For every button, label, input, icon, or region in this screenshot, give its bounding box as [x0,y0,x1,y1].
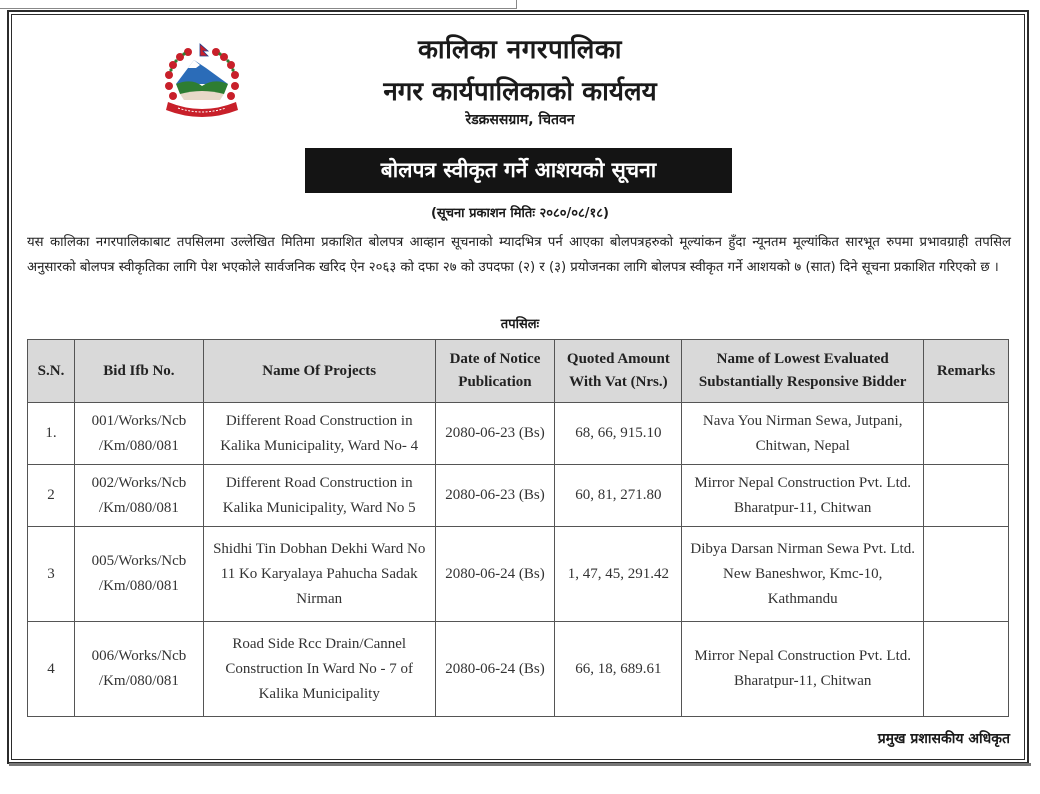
nepal-emblem-icon [158,40,246,124]
notice-title-banner: बोलपत्र स्वीकृत गर्ने आशयको सूचना [305,148,732,193]
cell-bid-no: 005/Works/Ncb /Km/080/081 [74,527,203,622]
col-header-sn: S.N. [28,340,75,403]
cell-remarks [924,622,1009,717]
cell-bid-no: 002/Works/Ncb /Km/080/081 [74,465,203,527]
table-header-row [28,340,1009,403]
cell-project: Road Side Rcc Drain/Cannel Construction In Ward No - 7 of Kalika Municipality [203,622,435,717]
bid-table [27,339,1009,717]
notice-body: यस कालिका नगरपालिकाबाट तपसिलमा उल्लेखित मितिमा प्रकाशित बोलपत्र आव्हान सूचनाको म्यादभित्र पर्न आएका बोलपत्रहरुको मूल्यांकन हुँदा न्यूनतम मूल्यांकित सारभूत रुपमा प्रभावग्राही तपसिल अनुसारको बोलपत्र स्वीकृतिका लागि पेश भएकोले सार्वजनिक खरिद ऐन २०६३ को दफा २७ को उपदफा (२) र (३) प्रयोजनका लागि बोलपत्र स्वीकृत गर्ने आशयको ७ (सात) दिने सूचना प्रकाशित गरिएको छ । [27,235,1011,275]
cell-date: 2080-06-23 (Bs) [435,403,555,465]
signatory-title: प्रमुख प्रशासकीय अधिकृत [877,731,1010,747]
cell-amount: 66, 18, 689.61 [555,622,682,717]
cell-amount: 60, 81, 271.80 [555,465,682,527]
cell-project: Shidhi Tin Dobhan Dekhi Ward No 11 Ko Karyalaya Pahucha Sadak Nirman [203,527,435,622]
table-row [28,403,1009,465]
cell-amount: 1, 47, 45, 291.42 [555,527,682,622]
cell-bid-no: 001/Works/Ncb /Km/080/081 [74,403,203,465]
col-header-bid-no: Bid Ifb No. [74,340,203,403]
cell-date: 2080-06-24 (Bs) [435,622,555,717]
col-header-bidder: Name of Lowest Evaluated Substantially Responsive Bidder [682,340,924,403]
col-header-date: Date of Notice Publication [435,340,555,403]
cell-bidder: Nava You Nirman Sewa, Jutpani, Chitwan, Nepal [682,403,924,465]
table-row [28,622,1009,717]
cell-project: Different Road Construction in Kalika Municipality, Ward No- 4 [203,403,435,465]
cell-remarks [924,527,1009,622]
publication-date: (सूचना प्रकाशन मितिः २०८०/०८/१८) [430,206,609,221]
col-header-amount: Quoted Amount With Vat (Nrs.) [555,340,682,403]
emblem-flag [200,44,208,56]
table-row [28,527,1009,622]
col-header-project: Name Of Projects [203,340,435,403]
cell-bidder: Mirror Nepal Construction Pvt. Ltd. Bharatpur-11, Chitwan [682,465,924,527]
emblem-mountain [176,60,228,84]
table-row [28,465,1009,527]
municipality-name: कालिका नगरपालिका [417,35,623,65]
top-clipped-strip [0,0,517,9]
cell-bidder: Dibya Darsan Nirman Sewa Pvt. Ltd. New Baneshwor, Kmc-10, Kathmandu [682,527,924,622]
cell-sn: 2 [28,465,75,527]
col-header-remarks: Remarks [924,340,1009,403]
office-address: रेडक्रससग्राम, चितवन [465,112,575,128]
cell-date: 2080-06-24 (Bs) [435,527,555,622]
cell-remarks [924,403,1009,465]
cell-bid-no: 006/Works/Ncb /Km/080/081 [74,622,203,717]
cell-sn: 1. [28,403,75,465]
office-name: नगर कार्यपालिकाको कार्यलय [383,77,657,107]
cell-date: 2080-06-23 (Bs) [435,465,555,527]
cell-bidder: Mirror Nepal Construction Pvt. Ltd. Bharatpur-11, Chitwan [682,622,924,717]
schedule-label: तपसिलः [500,317,540,332]
cell-project: Different Road Construction in Kalika Municipality, Ward No 5 [203,465,435,527]
cell-amount: 68, 66, 915.10 [555,403,682,465]
emblem-ribbon [166,102,238,117]
cell-sn: 4 [28,622,75,717]
cell-remarks [924,465,1009,527]
frame-shadow [9,763,1031,766]
cell-sn: 3 [28,527,75,622]
